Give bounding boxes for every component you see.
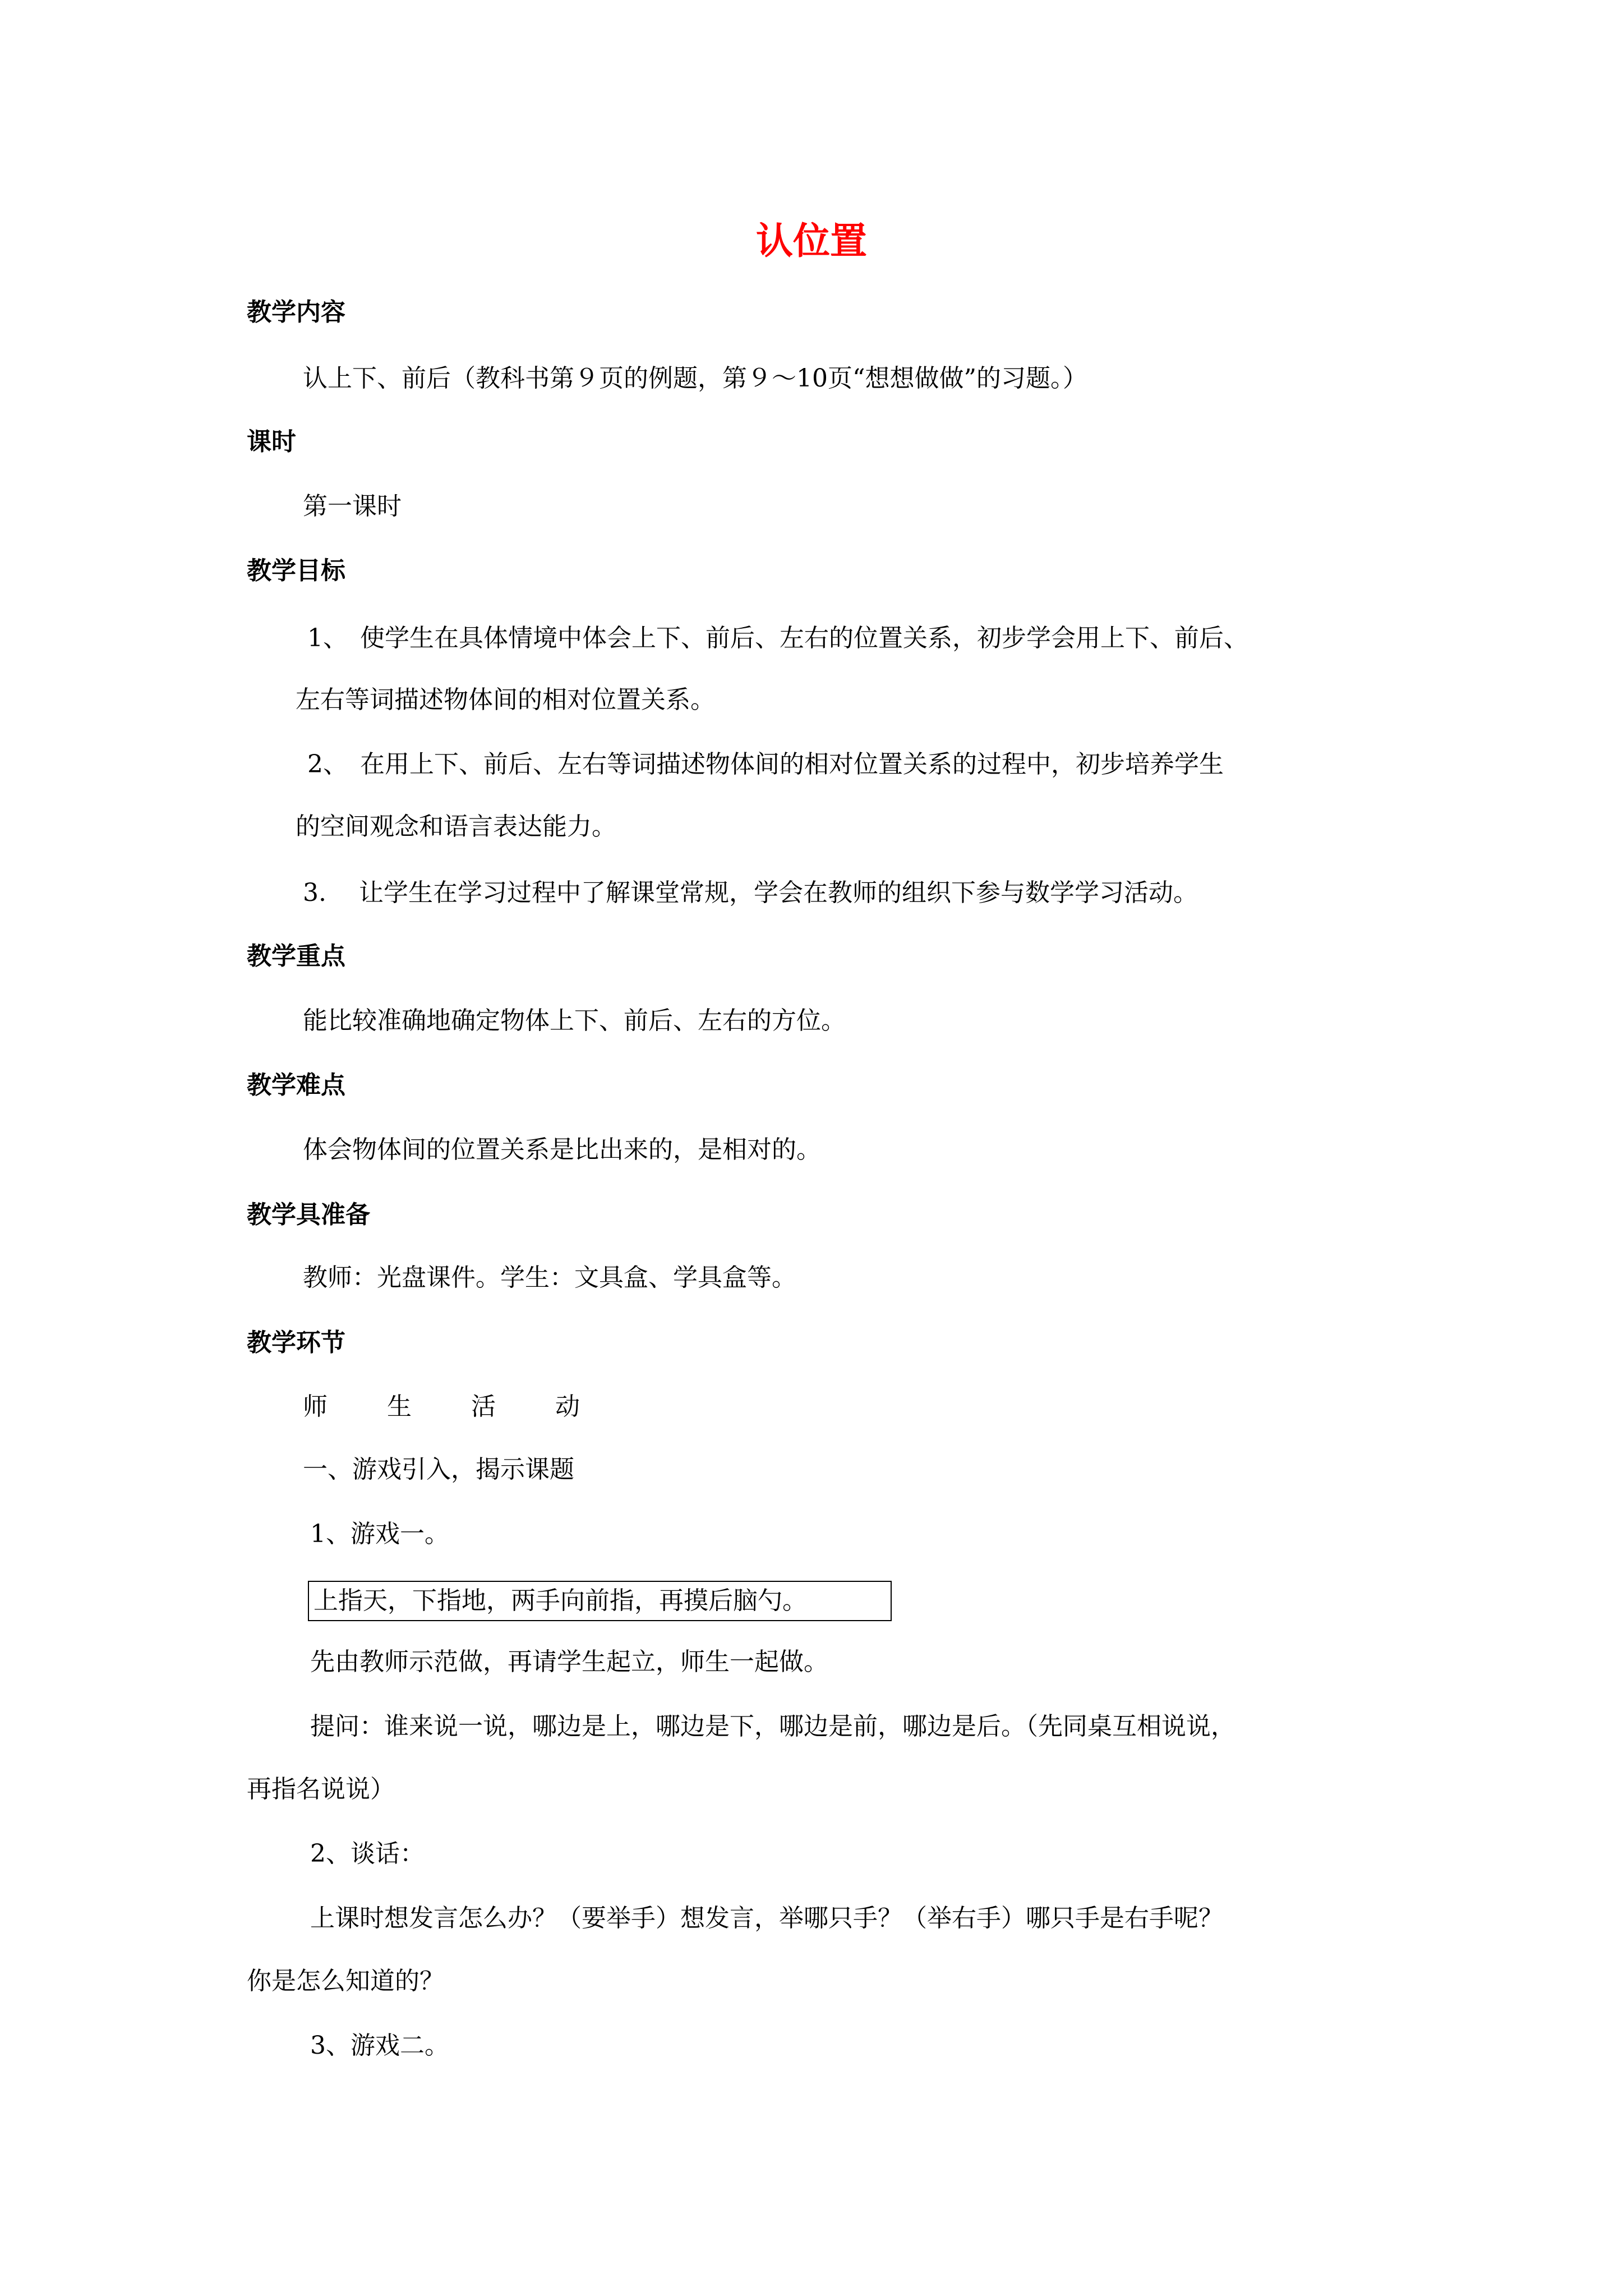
page-title: 认位置 xyxy=(756,219,867,263)
goal-3: 3. 让学生在学习过程中了解课堂常规，学会在教师的组织下参与数学学习活动。 xyxy=(303,878,1198,907)
game-1-instruction-box xyxy=(308,1581,892,1621)
heading-teaching-steps: 教学环节 xyxy=(247,1328,345,1357)
part-1-title: 一、游戏引入，揭示课题 xyxy=(303,1455,574,1484)
game-1-instruction-text: 上指天，下指地，两手向前指，再摸后脑勺。 xyxy=(313,1586,807,1615)
talk-line-2: 你是怎么知道的？ xyxy=(247,1967,444,1995)
heading-period: 课时 xyxy=(247,427,296,456)
heading-preparation: 教学具准备 xyxy=(247,1200,370,1229)
heading-difficulties: 教学难点 xyxy=(247,1071,345,1099)
demo-text: 先由教师示范做，再请学生起立，师生一起做。 xyxy=(310,1648,828,1676)
heading-key-points: 教学重点 xyxy=(247,942,345,970)
game-1-label: 1、游戏一。 xyxy=(310,1520,449,1548)
difficulties-text: 体会物体间的位置关系是比出来的，是相对的。 xyxy=(303,1135,821,1164)
talk-line-1: 上课时想发言怎么办？（要举手）想发言，举哪只手？（举右手）哪只手是右手呢？ xyxy=(310,1904,1223,1932)
key-points-text: 能比较准确地确定物体上下、前后、左右的方位。 xyxy=(303,1006,846,1035)
period-text: 第一课时 xyxy=(303,492,402,521)
goal-2-line-1: 2、 在用上下、前后、左右等词描述物体间的相对位置关系的过程中，初步培养学生 xyxy=(307,750,1224,779)
goal-1-line-2: 左右等词描述物体间的相对位置关系。 xyxy=(296,685,715,714)
question-line-2: 再指名说说） xyxy=(247,1775,395,1803)
goal-1-line-1: 1、 使学生在具体情境中体会上下、前后、左右的位置关系，初步学会用上下、前后、 xyxy=(307,624,1248,652)
goal-2-line-2: 的空间观念和语言表达能力。 xyxy=(296,812,616,841)
activity-header xyxy=(303,1390,639,1424)
teaching-content-text: 认上下、前后（教科书第９页的例题，第９～10页“想想做做”的习题。） xyxy=(303,364,1087,393)
heading-teaching-content: 教学内容 xyxy=(247,298,345,326)
activity-char-student: 生 xyxy=(387,1392,412,1421)
question-line-1: 提问：谁来说一说，哪边是上，哪边是下，哪边是前，哪边是后。（先同桌互相说说， xyxy=(310,1712,1235,1741)
activity-char-huo: 活 xyxy=(471,1392,496,1421)
game-2-label: 3、游戏二。 xyxy=(310,2031,449,2060)
talk-label: 2、谈话： xyxy=(310,1839,425,1868)
preparation-text: 教师：光盘课件。学生：文具盒、学具盒等。 xyxy=(303,1263,796,1292)
activity-char-dong: 动 xyxy=(555,1392,580,1421)
activity-char-teacher: 师 xyxy=(303,1392,328,1421)
heading-teaching-goals: 教学目标 xyxy=(247,556,345,585)
